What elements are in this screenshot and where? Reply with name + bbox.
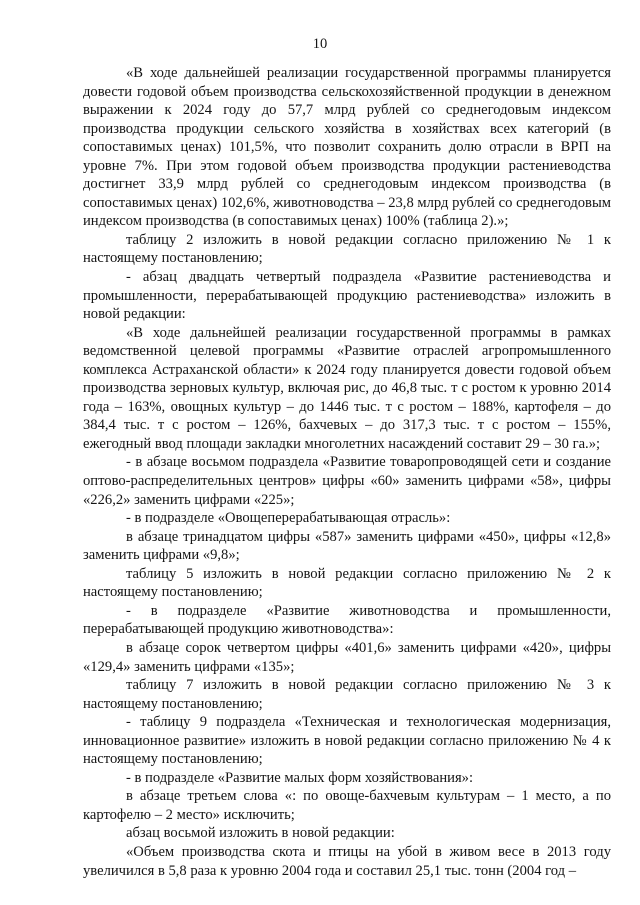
paragraph-thirteenth-abzac: в абзаце тринадцатом цифры «587» заменить цифрами «450», цифры «12,8» заменить цифрами «9,8»;: [83, 528, 611, 564]
paragraph-table-7: таблицу 7 изложить в новой редакции согласно приложению № 3 к настоящему постановлению;: [83, 677, 611, 712]
paragraph-small-farms-section: - в подразделе «Развитие малых форм хозяйствования»:: [126, 769, 474, 786]
paragraph-crop-production-section: - абзац двадцать четвертый подраздела «Развитие растениеводства и промышленности, перерабатывающей продукцию растениеводства» изложить в новой редакции:: [83, 269, 611, 323]
paragraph-table-9: - таблицу 9 подраздела «Техническая и технологическая модернизация, инновационное развитие» изложить в новой редакции согласно приложению № 4 к настоящему постановлению;: [83, 714, 611, 768]
paragraph-livestock-section: - в подразделе «Развитие животноводства и промышленности, перерабатывающей продукцию животноводства»:: [83, 602, 611, 638]
paragraph-crop-forecast: «В ходе дальнейшей реализации государственной программы в рамках ведомственной целевой программы «Развитие отраслей агропромышленного комплекса Астраханской области» к 2024 году планируется довести годовой объем производства зерновых культур, включая рис, до 46,8 тыс. т с ростом к уровню 2014 года – 163%, овощных культур – до 1446 тыс. т с ростом – 188%, картофеля – до 384,4 тыс. т с ростом – 126%, бахчевых – до 317,3 тыс. т с ростом – 155%, ежегодный ввод площади закладки многолетних насаждений составит 29 – 30 га.»;: [83, 324, 611, 452]
paragraph-distribution-centers: - в абзаце восьмом подраздела «Развитие товаропроводящей сети и создание оптово-распределительных центров» цифры «60» заменить цифрами «58», цифры «226,2» заменить цифрами «225»;: [83, 454, 611, 508]
page-number: 10: [312, 36, 328, 52]
paragraph-third-abzac: в абзаце третьем слова «: по овоще-бахчевым культурам – 1 место, а по картофелю – 2 место» исключить;: [83, 788, 611, 823]
paragraph-table-2: таблицу 2 изложить в новой редакции согласно приложению № 1 к настоящему постановлению;: [83, 231, 611, 267]
document-body: [83, 64, 611, 880]
paragraph-eighth-abzac: абзац восьмой изложить в новой редакции:: [126, 825, 395, 842]
paragraph-forty-fourth-abzac: в абзаце сорок четвертом цифры «401,6» заменить цифрами «420», цифры «129,4» заменить цифрами «135»;: [83, 639, 611, 675]
paragraph-vegetable-processing: - в подразделе «Овощеперерабатывающая отрасль»:: [126, 510, 451, 527]
paragraph-program-forecast: «В ходе дальнейшей реализации государственной программы планируется довести годовой объем производства сельскохозяйственной продукции в денежном выражении к 2024 году до 57,7 млрд рублей со среднегодовым индексом производства продукции сельского хозяйства в хозяйствах всех категорий (в сопоставимых ценах) 101,5%, что позволит сохранить долю отрасли в ВРП на уровне 7%. При этом годовой объем производства продукции растениеводства достигнет 33,9 млрд рублей со среднегодовым индексом производства (в сопоставимых ценах) 102,6%, животноводства – 23,8 млрд рублей со среднегодовым индексом производства (в сопоставимых ценах) 100% (таблица 2).»;: [83, 65, 611, 230]
paragraph-table-5: таблицу 5 изложить в новой редакции согласно приложению № 2 к настоящему постановлению;: [83, 565, 611, 601]
paragraph-livestock-volume: «Объем производства скота и птицы на убой в живом весе в 2013 году увеличился в 5,8 раза к уровню 2004 года и составил 25,1 тыс. тонн (2004 год –: [83, 843, 611, 879]
